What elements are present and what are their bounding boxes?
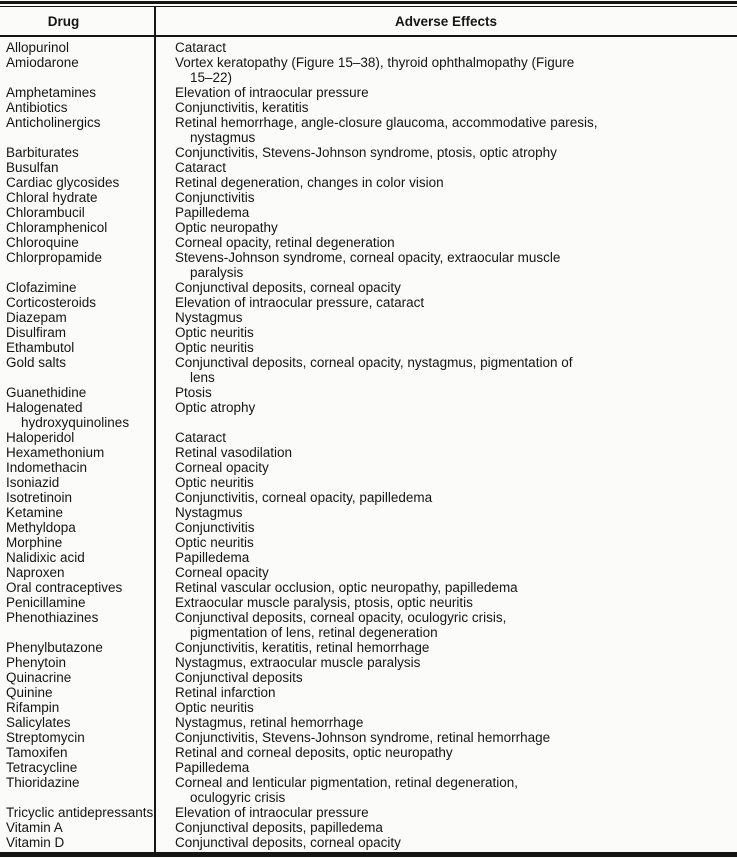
drug-name: Vitamin D [6,835,65,850]
table-body [0,37,737,850]
adverse-effect-text: Corneal opacity, retinal degeneration [175,235,395,250]
drug-cell [0,475,155,490]
adverse-effects-cell [155,220,737,235]
drug-name: Haloperidol [6,430,75,445]
drug-name: Guanethidine [6,385,87,400]
adverse-effects-cell [155,295,737,310]
drug-cell [0,685,155,700]
adverse-effect-text: Optic neuritis [175,340,254,355]
drug-name: Cardiac glycosides [6,175,120,190]
adverse-effects-cell [155,55,737,85]
drug-cell [0,55,155,85]
adverse-effects-cell [155,250,737,280]
drug-name: Chlorambucil [6,205,85,220]
drug-cell [0,775,155,805]
adverse-effects-cell [155,565,737,580]
adverse-effect-text: Optic atrophy [175,400,256,415]
drug-cell [0,700,155,715]
adverse-effect-text: lens [190,370,215,385]
drug-name: Chloroquine [6,235,79,250]
adverse-effects-cell [155,235,737,250]
column-header-drug: Drug [47,13,80,29]
table-row [0,55,737,85]
adverse-effect-text: Cataract [175,40,227,55]
adverse-effect-text: nystagmus [190,130,256,145]
table-row [0,280,737,295]
adverse-effects-cell [155,280,737,295]
drug-name: Chloral hydrate [6,190,98,205]
drug-name: Thioridazine [6,775,80,790]
adverse-effects-cell [155,655,737,670]
adverse-effect-text: Optic neuropathy [175,220,278,235]
drug-name: Chloramphenicol [6,220,108,235]
drug-cell [0,310,155,325]
adverse-effect-text: Conjunctivitis, Stevens-Johnson syndrome, retinal hemorrhage [175,730,551,745]
adverse-effect-text: paralysis [190,265,244,280]
adverse-effects-cell [155,340,737,355]
adverse-effect-text: Elevation of intraocular pressure [175,805,369,820]
table-row [0,475,737,490]
adverse-effect-text: Conjunctival deposits [175,670,303,685]
adverse-effect-text: Retinal hemorrhage, angle-closure glaucoma, accommodative paresis, [175,115,598,130]
table-row [0,85,737,100]
table-row [0,205,737,220]
adverse-effects-cell [155,640,737,655]
adverse-effect-text: Nystagmus, extraocular muscle paralysis [175,655,421,670]
adverse-effect-text: Vortex keratopathy (Figure 15–38), thyroid ophthalmopathy (Figure [175,55,575,70]
table-row [0,250,737,280]
adverse-effects-cell [155,835,737,850]
table-row [0,610,737,640]
drug-name: Gold salts [6,355,67,370]
drug-cell [0,580,155,595]
drug-name: Anticholinergics [6,115,101,130]
adverse-effects-cell [155,430,737,445]
drug-name: Tricyclic antidepressants [6,805,154,820]
table-row [0,445,737,460]
adverse-effects-cell [155,805,737,820]
adverse-effects-cell [155,685,737,700]
drug-name: Vitamin A [6,820,63,835]
adverse-effects-cell [155,670,737,685]
drug-cell [0,220,155,235]
adverse-effect-text: Corneal and lenticular pigmentation, retinal degeneration, [175,775,518,790]
table-row [0,520,737,535]
drug-name: Phenothiazines [6,610,99,625]
drug-name: Nalidixic acid [6,550,85,565]
adverse-effect-text: 15–22) [190,70,233,85]
adverse-effects-cell [155,550,737,565]
adverse-effect-text: Extraocular muscle paralysis, ptosis, optic neuritis [175,595,473,610]
adverse-effect-text: Elevation of intraocular pressure [175,85,369,100]
adverse-effect-text: Cataract [175,430,227,445]
drug-name: Ketamine [6,505,64,520]
adverse-effects-cell [155,175,737,190]
table-row [0,40,737,55]
adverse-effects-cell [155,820,737,835]
adverse-effects-cell [155,745,737,760]
drug-cell [0,385,155,400]
drug-name: Penicillamine [6,595,86,610]
adverse-effect-text: Nystagmus [175,310,243,325]
bottom-rule [0,852,737,857]
table-row [0,355,737,385]
drug-cell [0,460,155,475]
table-row [0,460,737,475]
drug-name: Phenytoin [6,655,67,670]
adverse-effect-text: Optic neuritis [175,700,254,715]
adverse-effect-text: Papilledema [175,760,250,775]
adverse-effects-cell [155,475,737,490]
adverse-effects-cell [155,460,737,475]
drug-cell [0,205,155,220]
adverse-effects-cell [155,520,737,535]
adverse-effect-text: Retinal vascular occlusion, optic neuropathy, papilledema [175,580,518,595]
drug-cell [0,145,155,160]
table-row [0,490,737,505]
table-row [0,565,737,580]
adverse-effect-text: Cataract [175,160,227,175]
drug-cell [0,250,155,280]
drug-cell [0,520,155,535]
table-row [0,115,737,145]
adverse-effects-cell [155,760,737,775]
drug-name: Quinacrine [6,670,72,685]
drug-cell [0,745,155,760]
table-row [0,160,737,175]
drug-name: Tamoxifen [6,745,68,760]
drug-name: Amphetamines [6,85,97,100]
drug-cell [0,400,155,430]
drug-cell [0,550,155,565]
table-row [0,700,737,715]
drug-cell [0,640,155,655]
adverse-effect-text: Conjunctivitis, corneal opacity, papilledema [175,490,433,505]
adverse-effect-text: Conjunctival deposits, corneal opacity [175,280,401,295]
drug-name: Morphine [6,535,63,550]
drug-name: Indomethacin [6,460,88,475]
adverse-effects-cell [155,385,737,400]
drug-name: Phenylbutazone [6,640,103,655]
adverse-effects-cell [155,145,737,160]
adverse-effects-cell [155,115,737,145]
adverse-effect-text: Conjunctival deposits, corneal opacity [175,835,401,850]
table-header [0,7,737,37]
drug-name: Rifampin [6,700,60,715]
adverse-effect-text: Ptosis [175,385,212,400]
drug-cell [0,325,155,340]
adverse-effect-text: Retinal degeneration, changes in color vision [175,175,444,190]
adverse-effects-cell [155,700,737,715]
drug-cell [0,535,155,550]
drug-name: hydroxyquinolines [21,415,130,430]
adverse-effects-cell [155,400,737,430]
table-row [0,715,737,730]
drug-cell [0,490,155,505]
table-row [0,175,737,190]
drug-cell [0,115,155,145]
adverse-effects-cell [155,355,737,385]
adverse-effects-cell [155,100,737,115]
drug-name: Methyldopa [6,520,76,535]
table-row [0,400,737,430]
adverse-effects-cell [155,775,737,805]
table-row [0,685,737,700]
drug-cell [0,340,155,355]
table-row [0,325,737,340]
adverse-effect-text: Nystagmus [175,505,243,520]
table-row [0,745,737,760]
adverse-effects-cell [155,40,737,55]
table-row [0,760,737,775]
table-row [0,595,737,610]
adverse-effects-cell [155,445,737,460]
table-row [0,430,737,445]
drug-cell [0,295,155,310]
drug-cell [0,430,155,445]
drug-name: Tetracycline [6,760,78,775]
drug-cell [0,835,155,850]
adverse-effects-cell [155,715,737,730]
drug-name: Quinine [6,685,53,700]
drug-name: Hexamethonium [6,445,105,460]
drug-name: Chlorpropamide [6,250,103,265]
adverse-effect-text: Conjunctivitis, keratitis [175,100,309,115]
drug-name: Isoniazid [6,475,60,490]
drug-name: Antibiotics [6,100,68,115]
table-row [0,295,737,310]
adverse-effects-cell [155,505,737,520]
drug-cell [0,505,155,520]
drug-cell [0,40,155,55]
top-rule-thick [0,1,737,4]
adverse-effect-text: oculogyric crisis [190,790,286,805]
adverse-effect-text: Elevation of intraocular pressure, cataract [175,295,425,310]
drug-name: Corticosteroids [6,295,97,310]
table-row [0,535,737,550]
adverse-effects-cell [155,490,737,505]
adverse-effects-cell [155,730,737,745]
drug-name: Salicylates [6,715,71,730]
drug-cell [0,655,155,670]
adverse-effect-text: Retinal infarction [175,685,276,700]
table-row [0,670,737,685]
column-header-adverse-effects: Adverse Effects [394,13,498,29]
table-row [0,505,737,520]
drug-name: Ethambutol [6,340,75,355]
drug-cell [0,85,155,100]
drug-cell [0,670,155,685]
drug-cell [0,805,155,820]
drug-name: Clofazimine [6,280,77,295]
adverse-effects-cell [155,205,737,220]
drug-name: Amiodarone [6,55,79,70]
drug-name: Streptomycin [6,730,85,745]
adverse-effect-text: Papilledema [175,550,250,565]
adverse-effects-cell [155,580,737,595]
adverse-effect-text: Conjunctivitis, Stevens-Johnson syndrome, ptosis, optic atrophy [175,145,557,160]
table-row [0,310,737,325]
adverse-effect-text: Nystagmus, retinal hemorrhage [175,715,364,730]
drug-cell [0,355,155,385]
adverse-effects-cell [155,325,737,340]
table-row [0,235,737,250]
adverse-effect-text: Conjunctival deposits, corneal opacity, nystagmus, pigmentation of [175,355,573,370]
drug-name: Diazepam [6,310,67,325]
drug-cell [0,190,155,205]
drug-cell [0,595,155,610]
drug-cell [0,280,155,295]
drug-name: Barbiturates [6,145,79,160]
table-row [0,655,737,670]
adverse-effect-text: Optic neuritis [175,535,254,550]
adverse-effect-text: Conjunctival deposits, papilledema [175,820,383,835]
drug-cell [0,160,155,175]
table-row [0,775,737,805]
adverse-effects-cell [155,85,737,100]
adverse-effects-cell [155,190,737,205]
adverse-effect-text: Conjunctivitis [175,520,255,535]
table-row [0,580,737,595]
table-row [0,220,737,235]
drug-name: Disulfiram [6,325,67,340]
drug-cell [0,100,155,115]
adverse-effects-cell [155,310,737,325]
adverse-effect-text: Retinal and corneal deposits, optic neuropathy [175,745,453,760]
table-row [0,820,737,835]
table-row [0,190,737,205]
adverse-effect-text: Optic neuritis [175,475,254,490]
drug-cell [0,235,155,250]
adverse-effects-cell [155,595,737,610]
adverse-effect-text: Papilledema [175,205,250,220]
adverse-effect-text: Retinal vasodilation [175,445,293,460]
drug-cell [0,175,155,190]
drug-cell [0,730,155,745]
drug-name: Naproxen [6,565,65,580]
drug-cell [0,820,155,835]
table-row [0,385,737,400]
adverse-effects-cell [155,160,737,175]
drug-cell [0,565,155,580]
adverse-effect-text: Conjunctivitis [175,190,255,205]
table-row [0,805,737,820]
table-row [0,340,737,355]
drug-name: Halogenated [6,400,83,415]
adverse-effect-text: pigmentation of lens, retinal degeneration [190,625,438,640]
adverse-effects-cell [155,610,737,640]
adverse-effects-cell [155,535,737,550]
adverse-effect-text: Conjunctivitis, keratitis, retinal hemorrhage [175,640,430,655]
drug-name: Isotretinoin [6,490,73,505]
drug-cell [0,445,155,460]
table-row [0,100,737,115]
drug-cell [0,610,155,640]
adverse-effect-text: Corneal opacity [175,565,269,580]
drug-name: Oral contraceptives [6,580,123,595]
drug-cell [0,715,155,730]
table-row [0,640,737,655]
column-divider [154,7,156,856]
adverse-effect-text: Corneal opacity [175,460,269,475]
adverse-effect-text: Optic neuritis [175,325,254,340]
table-row [0,145,737,160]
table-row [0,835,737,850]
table-row [0,730,737,745]
adverse-effect-text: Conjunctival deposits, corneal opacity, oculogyric crisis, [175,610,507,625]
drug-cell [0,760,155,775]
drug-name: Busulfan [6,160,59,175]
drug-name: Allopurinol [6,40,70,55]
adverse-effect-text: Stevens-Johnson syndrome, corneal opacity, extraocular muscle [175,250,561,265]
table-row [0,550,737,565]
